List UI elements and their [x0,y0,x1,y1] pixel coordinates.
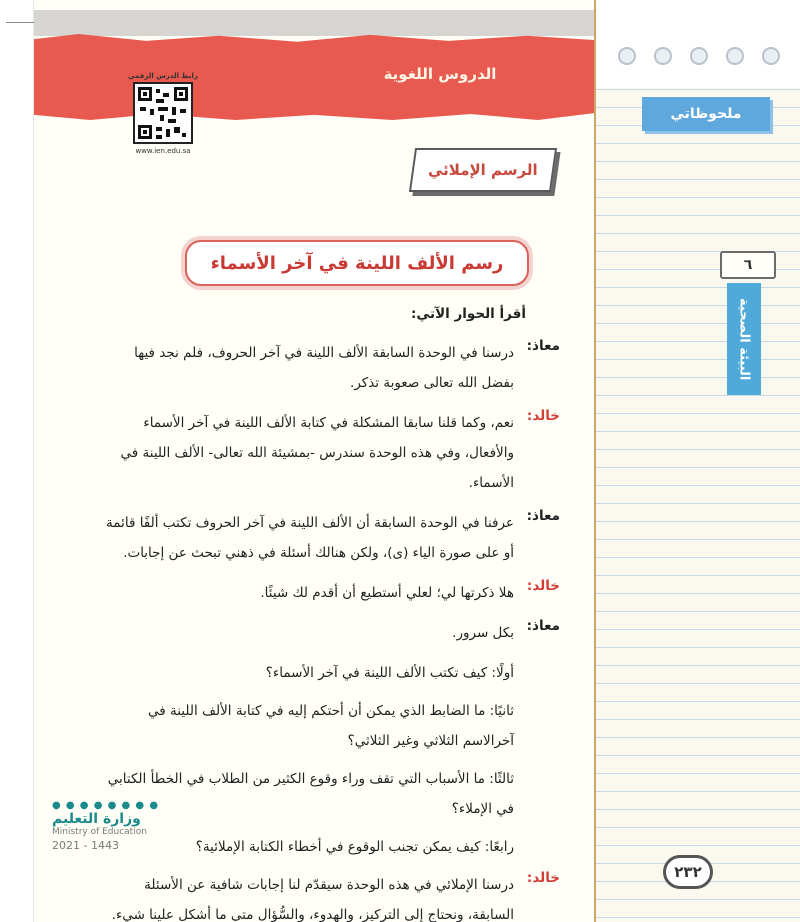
notes-column [594,0,800,922]
page-number [663,855,713,889]
qr-code-block[interactable] [128,72,198,155]
question-item: ثانيًا: ما الضابط الذي يمكن أن أحتكم إليه في كتابة الألف اللينة في آخرالاسم الثلاثي وغير الثلاثي؟ [148,703,514,749]
binder-ring-icon [618,47,636,65]
question-item: ثالثًا: ما الأسباب التي تقف وراء وقوع الكثير من الطلاب في الخطأ الكتابي في الإملاء؟ [107,771,514,817]
qr-url[interactable]: www.ien.edu.sa [135,147,191,155]
qr-code-icon[interactable] [133,82,193,144]
unit-number: ٦ [743,257,753,273]
banner-title: الدروس اللغوية [383,65,497,83]
notes-header [596,0,800,88]
notes-tab-label: ملحوظاتي [670,106,742,122]
speaker-label: معاذ: [526,508,560,524]
binder-ring-icon [654,47,672,65]
dialog-turn [100,578,560,608]
dialog-text: عرفنا في الوحدة السابقة أن الألف اللينة في آخر الحروف تكتب ألفًا قائمة أو على صورة الياء (ى)، ولكن هنالك أسئلة في ذهني تبحث عن إجابات. [106,515,514,561]
notes-tab [642,97,770,131]
binder-ring-icon [726,47,744,65]
left-margin-strip [0,0,34,922]
section-label [409,148,557,192]
speaker-label: معاذ: [526,618,560,634]
dialog-turn [100,508,560,568]
question-item: أولًا: كيف تكتب الألف اللينة في آخر الأسماء؟ [265,665,514,681]
ministry-name-en: Ministry of Education [52,827,147,837]
ministry-name-ar: وزارة التعليم [52,811,141,827]
dialog-turn [100,870,560,922]
ministry-logo [52,800,182,852]
dialog-text: درسنا الإملائي في هذه الوحدة سيقدّم لنا إجابات شافية عن الأسئلة السابقة، ونحتاج إلى التركيز، والهدوء، والسُّؤال متى ما أشكل علينا شيء. [111,877,514,922]
speaker-label: معاذ: [526,338,560,354]
binder-ring-icon [762,47,780,65]
intro-instruction: أقرأ الحوار الآتي: [411,306,526,322]
ministry-dots-icon: ● ● ● ● ● ● ● ● [52,800,160,811]
dialog-turn [100,408,560,498]
lesson-title [185,240,529,286]
crop-mark-left [6,22,34,23]
speaker-label: خالد: [526,870,560,886]
dialog-turn [100,338,560,398]
dialog-text: بكل سرور. [452,625,514,641]
dialog-text: نعم، وكما قلنا سابقا المشكلة في كتابة الألف اللينة في آخر الأسماء والأفعال، وفي هذه الوحدة سندرس -بمشيئة الله تعالى- الألف اللينة في الأسماء. [120,415,514,491]
ministry-year: 2021 - 1443 [52,839,119,852]
page-number-text: ٢٣٢ [674,863,702,881]
dialog-turn [100,618,560,648]
unit-number-box [720,251,776,279]
binder-ring-icon [690,47,708,65]
unit-name: البيئة الصحية [736,297,752,381]
qr-caption: رابط الدرس الرقمي [128,72,198,80]
dialog-text: درسنا في الوحدة السابقة الألف اللينة في آخر الحروف، فلم نجد فيها بفضل الله تعالى صعوبة تذكر. [134,345,514,391]
speaker-label: خالد: [526,578,560,594]
banner-top-strip [34,10,594,36]
lesson-title-text: رسم الألف اللينة في آخر الأسماء [210,252,504,274]
question-item: رابعًا: كيف يمكن تجنب الوقوع في أخطاء الكتابة الإملائية؟ [195,839,514,855]
dialog-text: هلا ذكرتها لي؛ لعلي أستطيع أن أقدم لك شيئًا. [260,585,514,601]
section-label-text: الرسم الإملائي [428,161,538,179]
speaker-label: خالد: [526,408,560,424]
unit-name-bar [727,283,761,395]
